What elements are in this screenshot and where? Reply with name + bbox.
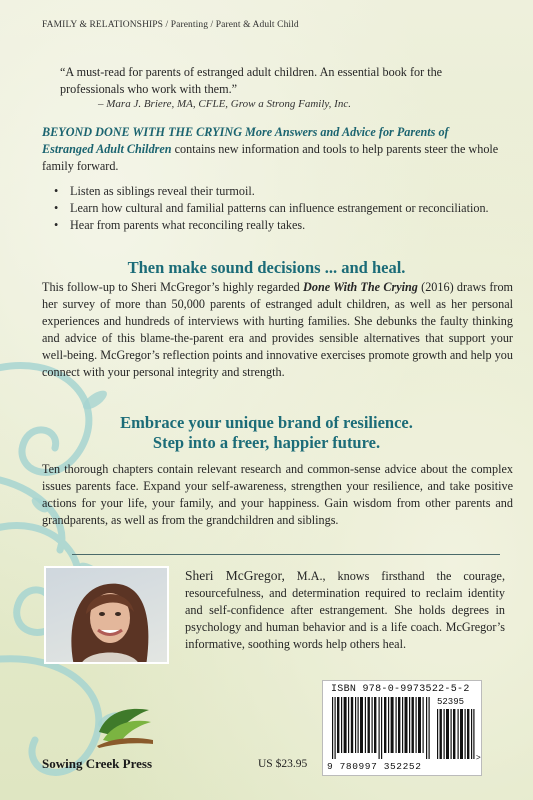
publisher-name: Sowing Creek Press: [42, 756, 153, 771]
endorsement-attribution: – Mara J. Briere, MA, CFLE, Grow a Strong Family, Inc.: [98, 98, 351, 110]
description-paragraph-2: Ten thorough chapters contain relevant research and common-sense advice about the complex issues parents face. Expand your self-awareness, strengthen your resilience, and take positive actions for your life, your family, and your happiness. Gain wisdom from other parents and grandparents, as well as from the grandchildren and siblings.: [42, 462, 513, 527]
author-bio: [185, 567, 505, 653]
bullet-item: • Listen as siblings reveal their turmoil.: [50, 183, 490, 200]
body1-text-a: This follow-up to Sheri McGregor’s highly regarded: [42, 280, 304, 294]
section-divider: [72, 554, 500, 555]
heading2-line1: Embrace your unique brand of resilience.: [120, 413, 413, 432]
section-heading-2: [0, 413, 533, 453]
bullet-list: [50, 183, 490, 234]
isbn-label: ISBN 978-0-9973522-5-2: [331, 684, 470, 695]
price-addon-number: 52395: [437, 697, 465, 707]
intro-rest: contains new information and tools to help parents steer the whole family forward.: [42, 142, 499, 173]
previous-book-title: Done With The Crying: [303, 280, 418, 294]
description-paragraph-1: [42, 279, 513, 381]
book-title: BEYOND DONE WITH THE CRYING More Answers and Advice for Parents of Estranged Adult Children: [42, 125, 449, 156]
endorsement-quote: “A must-read for parents of estranged adult children. An essential book for the professionals who work with them.”: [60, 65, 443, 96]
category-line: FAMILY & RELATIONSHIPS / Parenting / Parent & Adult Child: [42, 20, 299, 30]
bullet-item: • Learn how cultural and familial patterns can influence estrangement or reconciliation.: [50, 200, 490, 217]
section-heading-1: Then make sound decisions ... and heal.: [127, 258, 406, 277]
author-photo: [44, 566, 169, 664]
author-name: Sheri McGregor,: [185, 568, 285, 583]
ean-barcode-bars: [331, 697, 431, 759]
bullet-item: • Hear from parents what reconciling really takes.: [50, 217, 490, 234]
ean-number: 9 780997 352252: [327, 761, 422, 772]
barcode: [322, 680, 482, 776]
quiet-zone-indicator: >: [476, 753, 481, 762]
publisher-logo-icon: [93, 702, 155, 748]
heading2-line2: Step into a freer, happier future.: [152, 433, 381, 452]
author-bio-text: M.A., knows firsthand the courage, resourcefulness, and determination required to reclaim identity and self-confidence after estrangement. She holds degrees in psychology and human behavior and is a life coach. McGregor’s informative, soothing words help others heal.: [185, 569, 506, 651]
body1-text-b: (2016) draws from her survey of more than 50,000 parents of estranged adult children, as well as her personal experiences and hundreds of interviews with hurting families. She debunks the faulty thinking and advice of this blame-the-parent era and provides sensible alternatives that support your well-being. McGregor’s reflection points and innovative exercises promote growth and help you connect with your personal integrity and strength.: [42, 280, 514, 379]
addon-barcode-bars: [437, 709, 475, 759]
price: US $23.95: [258, 758, 308, 770]
intro-paragraph: [42, 124, 502, 175]
